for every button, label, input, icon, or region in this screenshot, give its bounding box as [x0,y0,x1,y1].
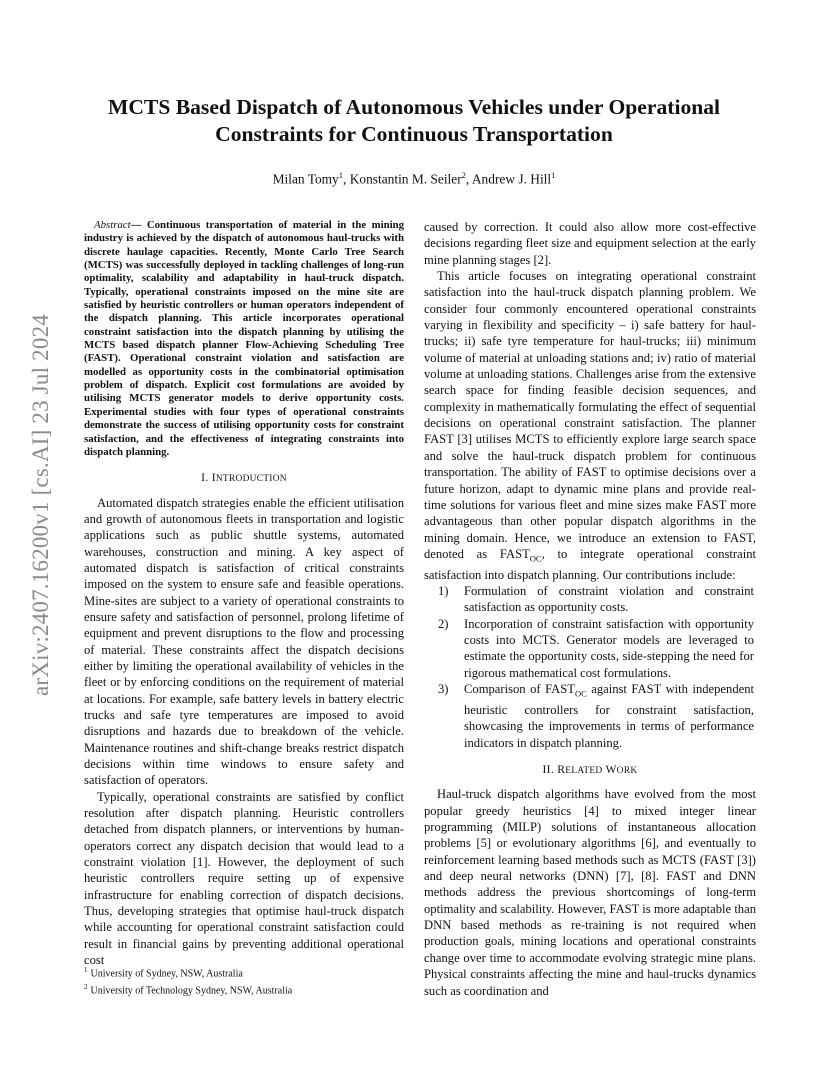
list-item-number: 2) [438,616,449,631]
list-item-text: Comparison of FAST [464,682,575,697]
affiliation-mark: 2 [461,170,466,180]
subscript: OC [574,688,587,699]
author-name: Andrew J. Hill [471,171,552,187]
section-title-rest: ORK [616,766,638,777]
author-separator: , [343,171,350,187]
abstract [84,219,404,459]
section-title-rest: ELATED [565,766,603,777]
intro-paragraph-continued: caused by correction. It could also allow more cost-effective decisions regarding fleet size and equipment selection at the early mine planning stages [2]. [424,220,756,267]
paragraph-text: This article focuses on integrating operational constraint satisfaction into the haul-truck dispatch planning problem. We consider four commonly encountered operational constraints varying in flexibility and specificity – i) safe battery for haul-trucks; ii) safe tyre temperature for haul-trucks; iii) minimum volume of material at unloading stations and; iv) ratio of material volume at unloading stations. Challenges arise from the extensive search space for finding feasible decision sequences, and complexity in mathematically formulating the effect of sequential decisions on operational constraint satisfaction. The planner FAST [3] utilises MCTS to efficiently explore large search space and solve the haul-truck dispatch problem for continuous transportation. The ability of FAST to optimise decisions over a future horizon, adapt to dynamic mine plans and provide real-time solutions for various fleet and mine sizes make FAST more advantageous than other popular dispatch algorithms in the mining domain. Hence, we introduce an extension to FAST, denoted as FAST [424,269,756,561]
abstract-dash: — [130,219,142,231]
section-title-initial: I [211,471,216,485]
affiliation-mark: 1 [338,170,344,180]
list-item-text: Incorporation of constraint satisfaction with opportunity costs into MCTS. Generator models are leveraged to estimate the opportunity costs, side-stepping the need for rigorous mathematical cost formulations. [464,616,754,680]
footnote [84,964,404,981]
intro-paragraph: Typically, operational constraints are satisfied by conflict resolution after dispatch planning. Heuristic controllers detached from dispatch planners, or interventions by human-operators correct any dispatch decision that would lead to a constraint violation [1]. However, the deployment of such heuristic controllers require setting up of expensive infrastructure for enabling correction of dispatch decisions. Thus, developing strategies that optimise haul-truck dispatch while accounting for operational constraint satisfaction could result in financial gains by preventing additional operational cost [84,789,404,968]
section-title-initial: W [605,763,617,777]
section-title-initial: R [557,763,566,777]
list-item [424,681,756,751]
arxiv-identifier [30,305,52,705]
footnote-mark: 2 [84,982,88,991]
section-heading-introduction [84,470,404,487]
intro-paragraph: Automated dispatch strategies enable the efficient utilisation and growth of autonomous fleets in transportation and logistic applications such as public shuttle systems, automated warehouses, construction and mining. A key aspect of automated dispatch is satisfaction of critical constraints imposed on the system to ensure safe and feasible operations. Mine-sites are subject to a variety of operational constraints to ensure safety and satisfaction of personnel, prolong lifetime of equipment and prevent disruptions to the flow and processing of material. These constraints affect the dispatch decisions either by limiting the operational availability of vehicles in the fleet or by enforcing conditions on the requirement of material at locations. For example, safe battery levels in battery electric trucks and safe tyre temperatures are imposed to avoid disruptions and hazards due to breakdown of the vehicle. Maintenance routines and shift-change breaks restrict dispatch decisions within time windows to ensure safety and satisfaction of operators. [84,495,404,788]
abstract-text: Continuous transportation of material in the mining industry is achieved by the dispatch of autonomous haul-trucks with discrete haulage capacities. Recently, Monte Carlo Tree Search (MCTS) was successfully deployed in tackling challenges of long-run optimality, scalability and adaptability in haul-truck dispatch. Typically, operational constraints imposed on the mine site are satisfied by heuristic controllers or human operators independent of the dispatch planning. This article incorporates operational constraint satisfaction into the dispatch planning by utilising the MCTS based dispatch planner Flow-Achieving Scheduling Tree (FAST). Operational constraint violation and satisfaction are modelled as opportunity costs in the combinatorial optimisation problem of dispatch. Explicit cost formulations are avoided by utilising MCTS generator models to derive opportunity costs. Experimental studies with four types of operational constraints demonstrate the success of utilising opportunity costs for constraint satisfaction, and the effectiveness of integrating constraints into dispatch planning. [84,219,404,458]
list-item [424,583,756,616]
title-line-2: Constraints for Continuous Transportation [215,122,613,146]
footnote-text: University of Sydney, NSW, Australia [90,968,243,980]
left-column [84,219,404,969]
author-name: Milan Tomy [272,171,339,187]
list-item-text: against FAST with independent heuristic controllers for constraint satisfaction, showcasing the improvements in terms of performance indicators in dispatch planning. [464,682,755,750]
list-item-text: Formulation of constraint violation and constraint satisfaction as opportunity costs. [464,584,754,615]
related-work-paragraph: Haul-truck dispatch algorithms have evolved from the most popular greedy heuristics [4] to mixed integer linear programming (MILP) solutions of instantaneous allocation problems [5] or evolutionary algorithms [6], and eventually to reinforcement learning based methods such as MCTS (FAST [3]) and deep neural networks (DNN) [7], [8]. FAST and DNN methods address the previous shortcomings of long-term optimality and scalability. However, FAST is more adaptable than DNN based methods as re-training is not required when production goals, mining locations and operational constraints change over time to accommodate evolving strategic mine plans. Physical constraints affecting the mine and haul-trucks dynamics such as coordination and [424,787,756,998]
footnotes [84,964,404,998]
paper-title [88,94,740,148]
abstract-label: Abstract [94,219,131,231]
affiliation-mark: 1 [551,170,556,180]
footnote-mark: 1 [84,966,88,974]
author-list [88,170,740,187]
list-item-number: 3) [438,682,449,697]
section-numeral: I. [201,471,209,485]
author-separator: , [465,171,472,187]
section-numeral: II. [542,763,555,777]
footnote [84,981,404,998]
footnote-text: University of Technology Sydney, NSW, Australia [90,985,293,997]
subscript: OC [529,553,542,564]
list-item [424,616,756,681]
contribution-list [424,583,756,751]
author-name: Konstantin M. Seiler [349,171,462,187]
paragraph-text: , to integrate operational constraint satisfaction into dispatch planning. Our contributions include: [424,546,757,582]
arxiv-identifier-text: arXiv:2407.16200v1 [cs.AI] 23 Jul 2024 [28,314,53,696]
list-item-number: 1) [438,584,449,599]
intro-paragraph [424,268,756,583]
section-heading-related-work [424,762,756,779]
right-column [424,219,756,999]
title-line-1: MCTS Based Dispatch of Autonomous Vehicles under Operational [107,95,721,119]
section-title-rest: NTRODUCTION [215,474,287,485]
